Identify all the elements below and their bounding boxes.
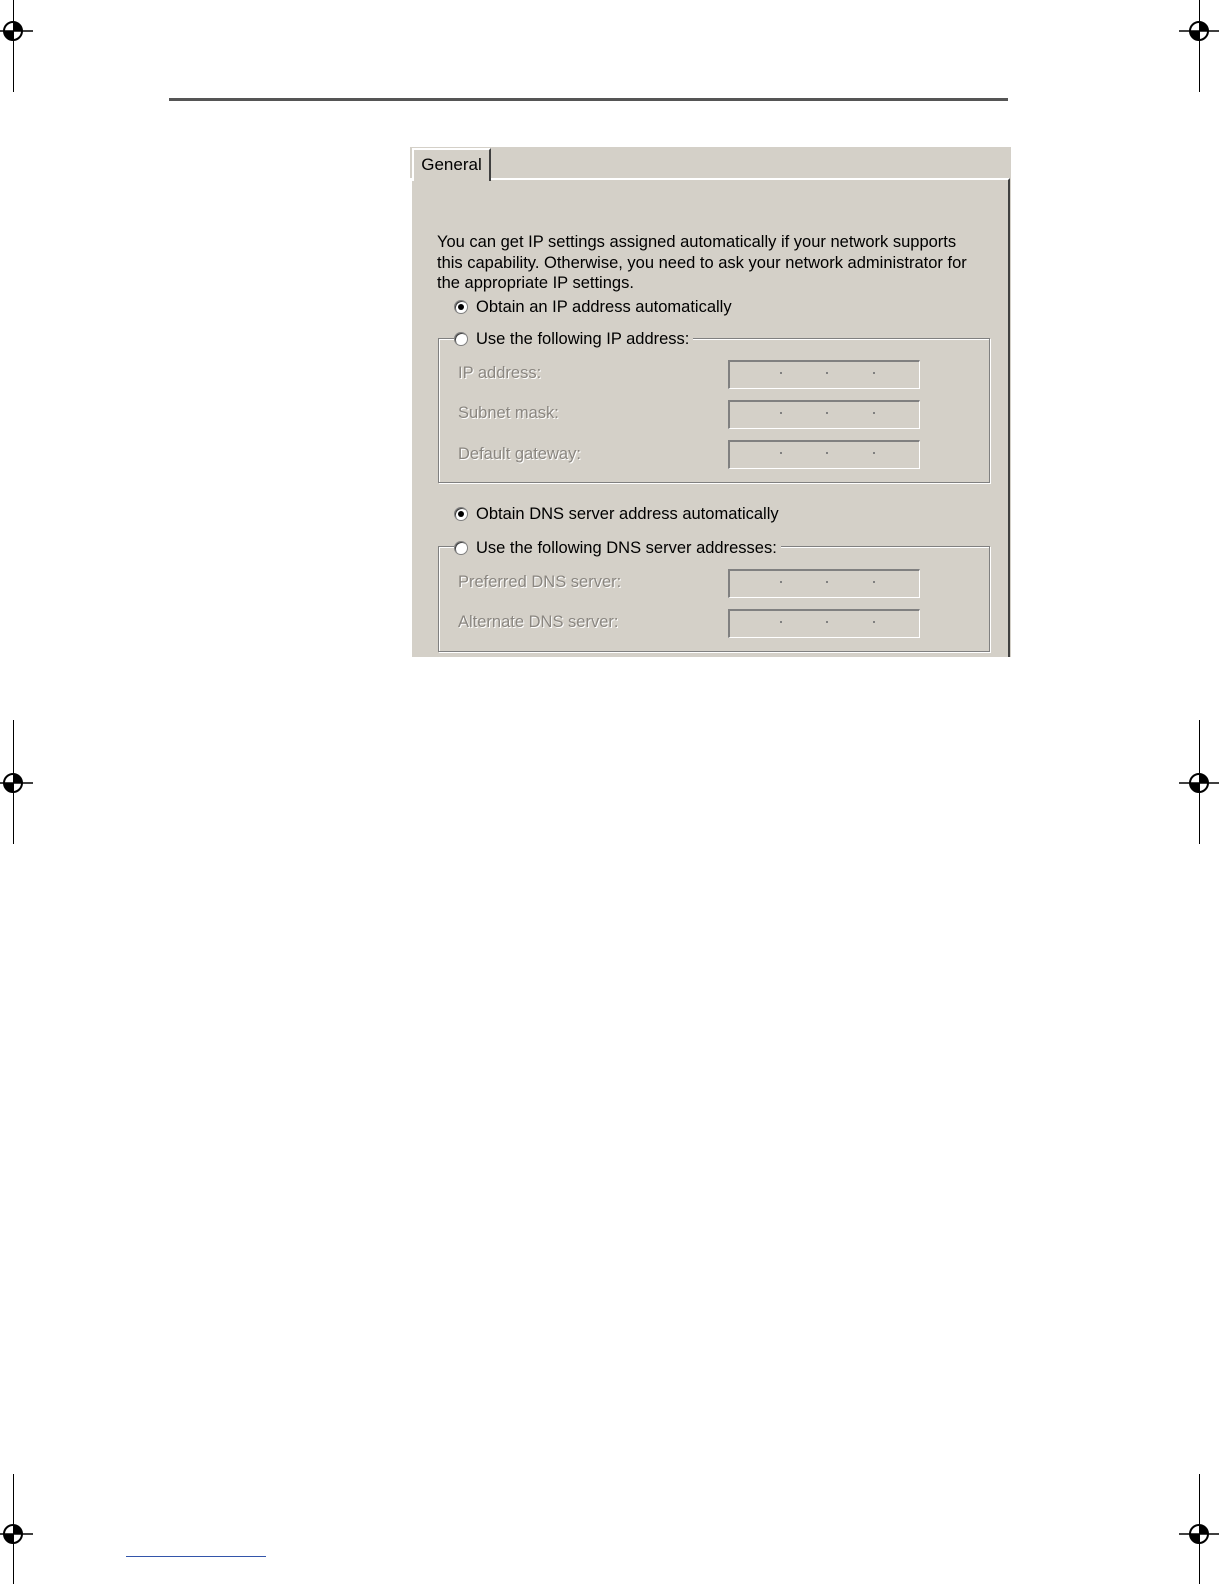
- description-line: this capability. Otherwise, you need to ask your network administrator for: [437, 253, 967, 272]
- ip-address-input[interactable]: [728, 360, 920, 389]
- ip-address-label: IP address:: [458, 364, 542, 382]
- alternate-dns-label: Alternate DNS server:: [458, 613, 619, 631]
- subnet-mask-label: Subnet mask:: [458, 404, 559, 422]
- ip-address-group: [438, 338, 990, 483]
- radio-use-following-dns[interactable]: [454, 537, 781, 559]
- radio-obtain-dns-auto[interactable]: [454, 503, 783, 525]
- general-tab-page: [410, 178, 1010, 657]
- radio-obtain-dns-auto-label: Obtain DNS server address automatically: [476, 504, 779, 523]
- default-gateway-label: Default gateway:: [458, 445, 581, 463]
- preferred-dns-label: Preferred DNS server:: [458, 573, 622, 591]
- header-rule: [169, 98, 1008, 101]
- tcpip-properties-dialog: [410, 147, 1011, 657]
- description-line: the appropriate IP settings.: [437, 274, 634, 292]
- subnet-mask-input[interactable]: [728, 400, 920, 429]
- default-gateway-input[interactable]: [728, 440, 920, 469]
- radio-obtain-ip-auto-label: Obtain an IP address automatically: [476, 297, 732, 316]
- radio-use-following-dns-label: Use the following DNS server addresses:: [476, 538, 777, 557]
- alternate-dns-input[interactable]: [728, 609, 920, 638]
- radio-use-following-ip-label: Use the following IP address:: [476, 329, 690, 348]
- preferred-dns-input[interactable]: [728, 569, 920, 598]
- dns-server-group: [438, 546, 990, 652]
- radio-unselected-icon[interactable]: [454, 332, 468, 346]
- radio-selected-icon[interactable]: [454, 300, 468, 314]
- description-line: You can get IP settings assigned automatically if your network supports: [437, 233, 957, 251]
- description-text: [437, 232, 997, 294]
- radio-obtain-ip-auto[interactable]: [454, 296, 736, 318]
- radio-selected-icon[interactable]: [454, 507, 468, 521]
- footer-underline: [126, 1556, 266, 1557]
- tab-general[interactable]: General: [412, 148, 491, 181]
- radio-unselected-icon[interactable]: [454, 541, 468, 555]
- radio-use-following-ip[interactable]: [454, 328, 693, 350]
